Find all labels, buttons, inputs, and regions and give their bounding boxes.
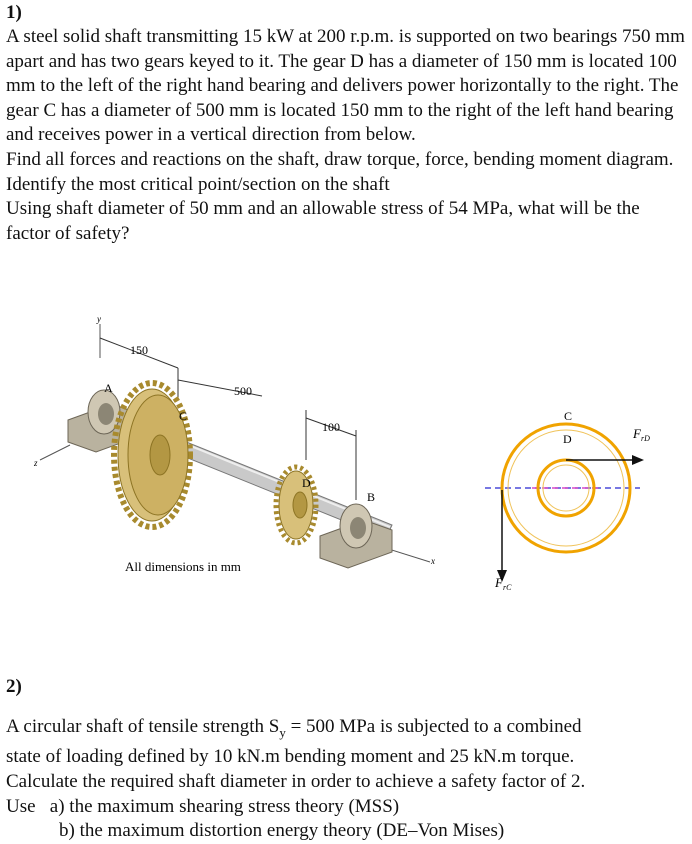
side-label-C: C (564, 409, 573, 423)
force-rD-F: F (633, 426, 641, 441)
label-B: B (367, 490, 376, 504)
problem-2-line-3: Calculate the required shaft diameter in order to achieve a safety factor of 2. (6, 770, 586, 792)
dim-100-label: 100 (322, 420, 340, 434)
z-axis-label: z (34, 458, 38, 468)
x-axis-label: x (431, 556, 435, 566)
label-D: D (302, 476, 311, 490)
label-A: A (104, 381, 113, 395)
gear-C (114, 383, 190, 527)
problem-1-task-critical: Identify the most critical point/section on the shaft (6, 173, 390, 195)
problem-2-line-1a: A circular shaft of tensile strength S (6, 716, 280, 737)
problem-2-line-4: Use a) the maximum shearing stress theory (MSS) (6, 795, 400, 817)
y-axis-label: y (97, 314, 101, 324)
problem-2-number: 2) (6, 676, 22, 697)
problem-2-line-2: state of loading defined by 10 kN.m bending moment and 25 kN.m torque. (6, 746, 575, 768)
dim-150-label: 150 (130, 343, 148, 357)
problem-2-text (6, 715, 686, 844)
force-rC-F: F (495, 575, 503, 590)
force-rD-label (632, 426, 650, 443)
problem-1-text (6, 25, 686, 246)
problem-1-number: 1) (6, 2, 22, 23)
force-rD-arrowhead (632, 455, 644, 465)
side-view (485, 424, 644, 582)
figure-caption: All dimensions in mm (125, 559, 241, 574)
force-rC-sub: rC (502, 583, 512, 592)
z-axis-line (40, 445, 70, 460)
problem-1-task-diagrams: Find all forces and reactions on the shaft, draw torque, force, bending moment diagram. (6, 148, 674, 170)
label-C: C (179, 409, 188, 423)
problem-2-line-5: b) the maximum distortion energy theory (DE–Von Mises) (59, 820, 505, 842)
problem-1-task-safety: Using shaft diameter of 50 mm and an allowable stress of 54 MPa, what will be the factor of safety? (6, 198, 640, 244)
dim-500-label: 500 (234, 384, 252, 398)
sy-subscript: y (279, 724, 286, 740)
force-rD-sub: rD (640, 434, 650, 443)
shaft-figure (0, 300, 692, 600)
problem-2-line-1 (6, 715, 686, 745)
problem-1-statement: A steel solid shaft transmitting 15 kW at 200 r.p.m. is supported on two bearings 750 mm apart and has two gears keyed to it. The gear D has a diameter of 150 mm is located 100 mm to the left of the right hand bearing and delivers power horizontally to the right. The gear C has a diameter of 500 mm is located 150 mm to the right of the left hand bearing and receives power in a vertical direction from below. (6, 26, 685, 146)
problem-2-line-1b: = 500 MPa is subjected to a combined (285, 716, 582, 737)
side-label-D: D (563, 432, 572, 446)
